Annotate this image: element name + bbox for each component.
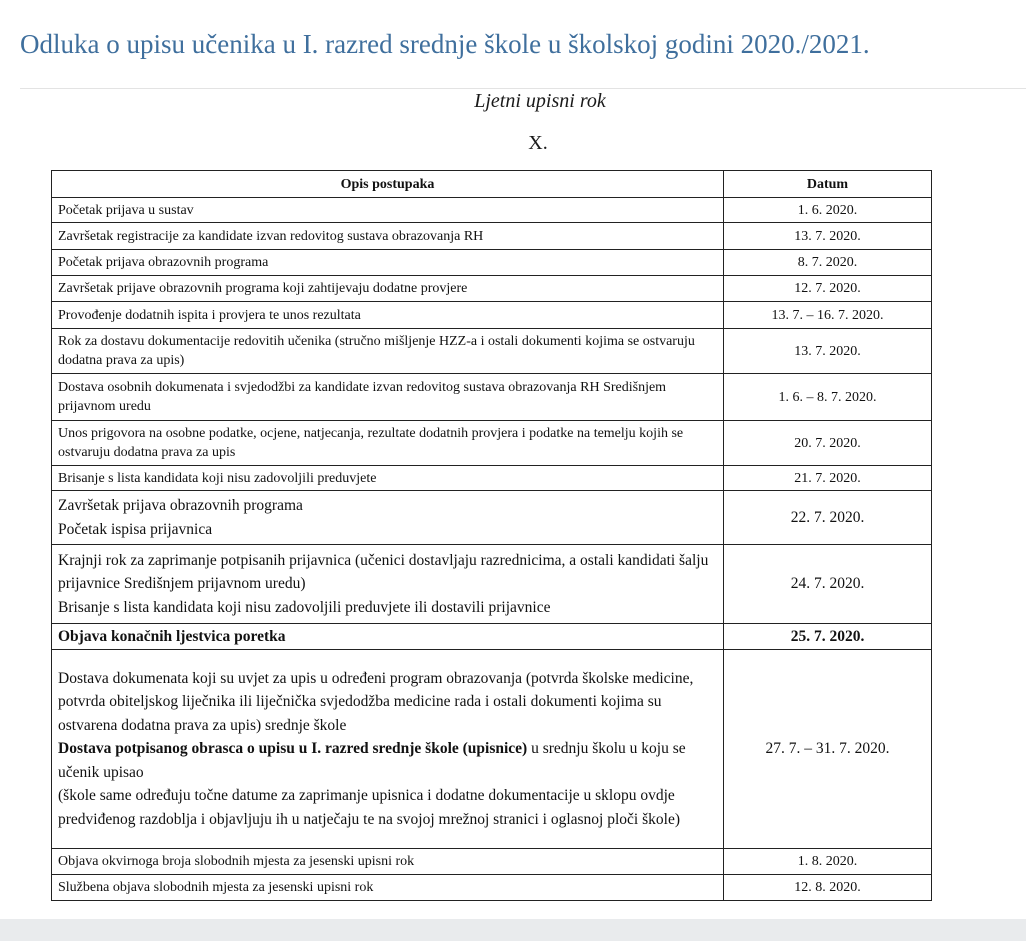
table-row — [52, 421, 932, 466]
row-date: 12. 8. 2020. — [724, 875, 932, 901]
row-text: Unos prigovora na osobne podatke, ocjene, natjecanja, rezultate dodatnih provjera i podatke na temelju kojih se ostvaruju dodatna prava za upis — [58, 426, 684, 460]
row-text: Dostava osobnih dokumenata i svjedodžbi za kandidate izvan redovitog sustava obrazovanja RH Središnjem prijavnom uredu — [58, 380, 667, 414]
table-row — [52, 329, 932, 374]
table-row — [52, 491, 932, 545]
row-description — [52, 329, 724, 374]
row-text — [58, 737, 717, 784]
enrollment-schedule-table — [51, 170, 932, 901]
row-text: Početak ispisa prijavnica — [58, 520, 213, 538]
row-date: 13. 7. – 16. 7. 2020. — [724, 302, 932, 329]
row-text-continuation: u srednju školu u koju se učenik upisao — [58, 740, 686, 781]
row-text: Završetak registracije za kandidate izvan redovitog sustava obrazovanja RH — [58, 228, 484, 244]
row-date: 13. 7. 2020. — [724, 329, 932, 374]
bottom-bar — [0, 919, 1026, 941]
row-description — [52, 250, 724, 276]
row-description — [52, 466, 724, 491]
row-date: 8. 7. 2020. — [724, 250, 932, 276]
row-text: Objava okvirnoga broja slobodnih mjesta za jesenski upisni rok — [58, 854, 415, 869]
row-date: 24. 7. 2020. — [724, 545, 932, 624]
table-row — [52, 875, 932, 901]
row-description — [52, 875, 724, 901]
row-text: Brisanje s lista kandidata koji nisu zadovoljili preduvjete ili dostavili prijavnice — [58, 598, 551, 616]
row-date: 25. 7. 2020. — [724, 624, 932, 650]
row-description — [52, 624, 724, 650]
row-date: 20. 7. 2020. — [724, 421, 932, 466]
table-row — [52, 849, 932, 875]
row-text: Završetak prijava obrazovnih programa — [58, 497, 303, 514]
row-text: Objava konačnih ljestvica poretka — [58, 627, 286, 645]
row-text: Krajnji rok za zaprimanje potpisanih prijavnica (učenici dostavljaju razrednicima, a ostali kandidati šalju prijavnice Središnjem prijavnom uredu) — [58, 551, 709, 593]
column-header-date: Datum — [724, 171, 932, 198]
row-text: Završetak prijave obrazovnih programa koji zahtijevaju dodatne provjere — [58, 281, 468, 296]
row-description — [52, 491, 724, 545]
row-text: Brisanje s lista kandidata koji nisu zadovoljili preduvjete — [58, 470, 377, 486]
row-date: 12. 7. 2020. — [724, 276, 932, 302]
table-header-row — [52, 171, 932, 198]
row-description — [52, 302, 724, 329]
document-subtitle: Ljetni upisni rok — [474, 90, 606, 112]
row-text: Službena objava slobodnih mjesta za jesenski upisni rok — [58, 880, 374, 895]
row-description — [52, 545, 724, 624]
table-row — [52, 250, 932, 276]
column-header-description: Opis postupaka — [52, 171, 724, 198]
row-date: 21. 7. 2020. — [724, 466, 932, 491]
section-number: X. — [528, 132, 548, 154]
row-text-emphasis: Dostava potpisanog obrasca o upisu u I. razred srednje škole (upisnice) — [58, 740, 528, 758]
table-row — [52, 276, 932, 302]
row-date: 1. 6. – 8. 7. 2020. — [724, 374, 932, 421]
row-description — [52, 849, 724, 875]
row-description — [52, 650, 724, 849]
table-row — [52, 624, 932, 650]
page-title: Odluka o upisu učenika u I. razred srednje škole u školskoj godini 2020./2021. — [20, 29, 870, 59]
row-description — [52, 421, 724, 466]
row-description — [52, 223, 724, 250]
row-text: Početak prijava u sustav — [58, 202, 194, 218]
row-text: Dostava dokumenata koji su uvjet za upis u određeni program obrazovanja (potvrda školske medicine, potvrda obiteljskog liječnika ili liječnička svjedodžba medicine rada i ostali dokumenti kojima su ostvarena dodatna prava za upis) srednje škole — [58, 669, 694, 734]
row-date: 27. 7. – 31. 7. 2020. — [724, 650, 932, 849]
row-text: Početak prijava obrazovnih programa — [58, 255, 269, 270]
table-row — [52, 374, 932, 421]
table-row — [52, 466, 932, 491]
row-date: 13. 7. 2020. — [724, 223, 932, 250]
row-text: Provođenje dodatnih ispita i provjera te unos rezultata — [58, 307, 361, 323]
row-text: (škole same određuju točne datume za zaprimanje upisnica i dodatne dokumentacije u sklopu ovdje predviđenog razdoblja i objavljuju ih u natječaju te na svojoj mrežnoj stranici i oglasnoj ploči škole) — [58, 787, 680, 828]
table-row — [52, 198, 932, 223]
table-row — [52, 302, 932, 329]
table-row — [52, 650, 932, 849]
row-description — [52, 276, 724, 302]
table-row — [52, 545, 932, 624]
row-text: Rok za dostavu dokumentacije redovitih učenika (stručno mišljenje HZZ-a i ostali dokumenti kojima se ostvaruju dodatna prava za upis) — [58, 334, 695, 368]
row-description — [52, 198, 724, 223]
table-row — [52, 223, 932, 250]
row-date: 22. 7. 2020. — [724, 491, 932, 545]
row-date: 1. 8. 2020. — [724, 849, 932, 875]
row-date: 1. 6. 2020. — [724, 198, 932, 223]
row-description — [52, 374, 724, 421]
